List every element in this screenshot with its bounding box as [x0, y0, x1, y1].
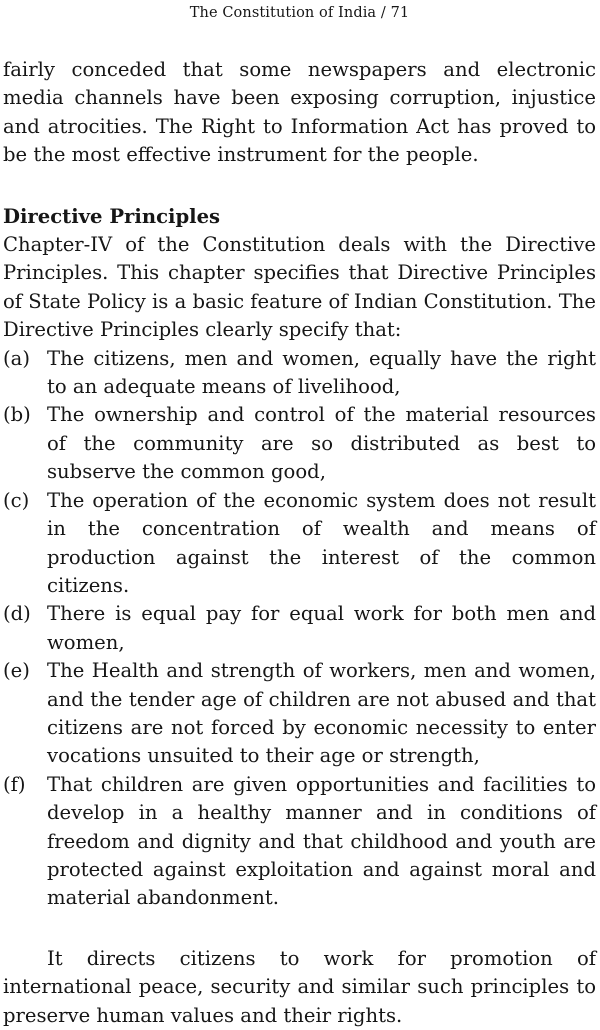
list-item [3, 401, 596, 486]
continued-paragraph: fairly conceded that some newspapers and electronic media channels have been exposing corruption, injustice and atrocities. The Right to Information Act has proved to be the most effective instrument for the people. [3, 58, 596, 167]
list-item-text: The Health and strength of workers, men and women, and the tender age of children are not abused and that citizens are not forced by economic necessity to enter vocations unsuited to their age or strength, [47, 659, 596, 768]
list-item [3, 771, 596, 913]
list-item [3, 600, 596, 657]
directive-principles-list [3, 345, 596, 913]
intro-paragraph: Chapter-IV of the Constitution deals with the Directive Principles. This chapter specifies that Directive Principles of State Policy is a basic feature of Indian Constitution. The Directive Principles clearly specify that: [3, 233, 596, 342]
list-item [3, 345, 596, 402]
list-item-marker: (c) [3, 488, 30, 512]
list-item-text: The ownership and control of the material resources of the community are so distributed as best to subserve the common good, [47, 403, 596, 484]
list-item-marker: (b) [3, 403, 31, 427]
list-item-text: The citizens, men and women, equally have the right to an adequate means of livelihood, [47, 346, 596, 399]
list-item-text: The operation of the economic system does not result in the concentration of wealth and means of production against the interest of the common citizens. [47, 488, 596, 597]
running-header: The Constitution of India / 71 [189, 5, 410, 21]
list-item-text: That children are given opportunities and facilities to develop in a healthy manner and in conditions of freedom and dignity and that childhood and youth are protected against exploitation and against moral and material abandonment. [47, 772, 596, 910]
closing-paragraph: It directs citizens to work for promotion of international peace, security and similar such principles to preserve human values and their rights. [3, 946, 596, 1027]
list-item-marker: (a) [3, 346, 30, 370]
section-heading: Directive Principles [3, 204, 221, 228]
list-item-marker: (e) [3, 659, 30, 683]
list-item-marker: (d) [3, 602, 31, 626]
list-item-marker: (f) [3, 772, 26, 796]
list-item [3, 487, 596, 601]
list-item [3, 657, 596, 771]
list-item-text: There is equal pay for equal work for both men and women, [47, 602, 596, 654]
